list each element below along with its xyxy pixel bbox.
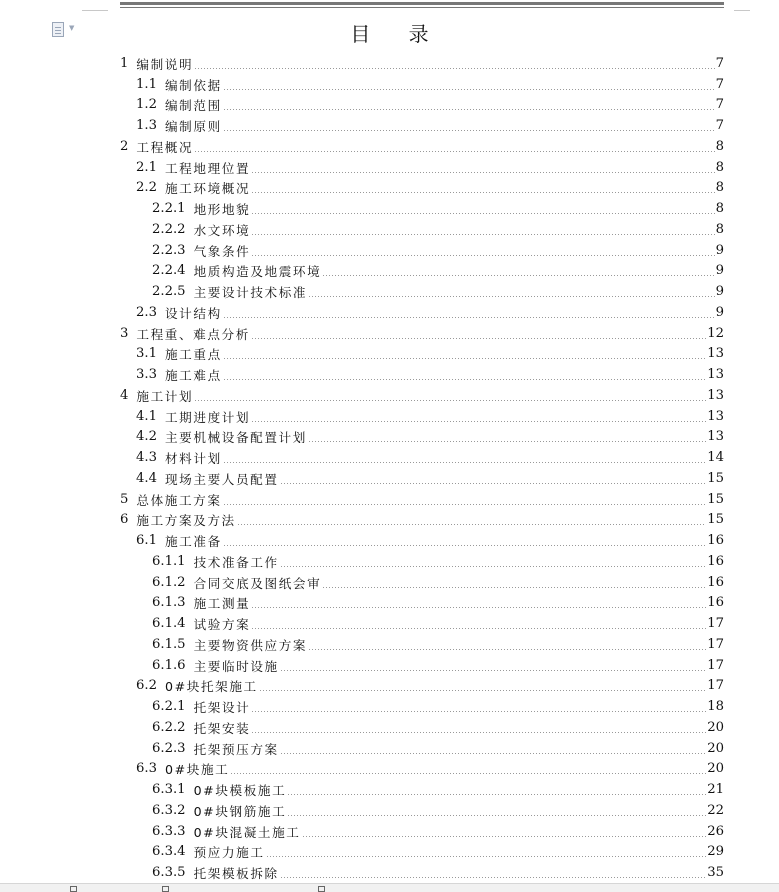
toc-entry[interactable] <box>136 447 724 468</box>
toc-entry[interactable] <box>152 800 724 821</box>
toc-dot-leader <box>322 587 706 588</box>
toc-entry-title: 编制依据 <box>164 77 222 93</box>
toc-entry-page: 16 <box>707 574 724 590</box>
toc-entry-page: 9 <box>715 242 724 258</box>
toc-entry[interactable] <box>152 593 724 614</box>
toc-entry-page: 12 <box>707 325 724 341</box>
toc-entry[interactable] <box>136 676 724 697</box>
toc-entry-page: 7 <box>715 118 724 134</box>
toc-entry-title: 0#块混凝土施工 <box>193 824 301 840</box>
toc-entry-page: 7 <box>715 55 724 71</box>
page-corner-mark-right <box>734 10 750 11</box>
toc-dot-leader <box>237 524 706 525</box>
toc-entry[interactable] <box>120 510 724 531</box>
toc-entry-number: 2.3 <box>136 304 157 320</box>
toc-dot-leader <box>322 275 714 276</box>
toc-entry[interactable] <box>136 302 724 323</box>
toc-dot-leader <box>308 649 706 650</box>
toc-entry[interactable] <box>136 406 724 427</box>
toc-entry-page: 9 <box>715 263 724 279</box>
toc-entry-number: 2.2.1 <box>152 201 186 217</box>
toc-entry[interactable] <box>136 178 724 199</box>
toc-dot-leader <box>259 690 707 691</box>
toc-entry[interactable] <box>120 489 724 510</box>
toc-entry-number: 4.4 <box>136 470 157 486</box>
toc-entry[interactable] <box>136 95 724 116</box>
toc-entry-page: 16 <box>707 595 724 611</box>
toc-entry-title: 0#块托架施工 <box>164 679 258 695</box>
toc-dot-leader <box>251 607 706 608</box>
toc-entry-number: 6.1.5 <box>152 636 186 652</box>
toc-dot-leader <box>280 877 706 878</box>
toc-entry[interactable] <box>152 821 724 842</box>
toc-entry-page: 7 <box>715 76 724 92</box>
header-rule-thin <box>120 7 724 8</box>
toc-entry[interactable] <box>152 655 724 676</box>
toc-entry[interactable] <box>152 240 724 261</box>
toc-entry-page: 13 <box>707 429 724 445</box>
toc-entry-page: 17 <box>707 678 724 694</box>
toc-entry-number: 6.3.5 <box>152 865 186 881</box>
toc-entry-number: 1.1 <box>136 76 157 92</box>
toc-entry-page: 8 <box>715 180 724 196</box>
toc-entry-page: 21 <box>707 782 724 798</box>
toc-entry[interactable] <box>136 530 724 551</box>
toc-entry-title: 施工计划 <box>136 388 194 404</box>
toc-dot-leader <box>251 732 706 733</box>
toc-entry[interactable] <box>120 323 724 344</box>
toc-entry-number: 3.3 <box>136 367 157 383</box>
toc-dot-leader <box>251 711 706 712</box>
toc-dot-leader <box>194 151 714 152</box>
toc-entry-page: 13 <box>707 387 724 403</box>
toc-entry-title: 试验方案 <box>193 617 251 633</box>
toc-dot-leader <box>251 192 714 193</box>
toc-dot-leader <box>280 483 707 484</box>
toc-entry-title: 工程地理位置 <box>164 160 251 176</box>
toc-entry-number: 6.1.6 <box>152 657 186 673</box>
page-corner-mark-left <box>82 10 108 11</box>
toc-entry-number: 3 <box>120 325 129 341</box>
toc-dot-leader <box>223 379 706 380</box>
toc-entry-page: 17 <box>707 657 724 673</box>
toc-entry-number: 3.1 <box>136 346 157 362</box>
toc-entry-title: 编制说明 <box>136 56 194 72</box>
toc-dot-leader <box>251 234 714 235</box>
toc-entry-number: 5 <box>120 491 129 507</box>
toc-entry-title: 地质构造及地震环境 <box>193 264 322 280</box>
toc-entry-page: 15 <box>707 470 724 486</box>
toc-entry-number: 6.1.3 <box>152 595 186 611</box>
toc-dot-leader <box>287 815 706 816</box>
toc-entry-page: 16 <box>707 553 724 569</box>
toc-entry-page: 20 <box>707 719 724 735</box>
header-rule-thick <box>120 2 724 5</box>
toc-entry-title: 工期进度计划 <box>164 409 251 425</box>
toc-entry-page: 17 <box>707 636 724 652</box>
toc-entry[interactable] <box>152 551 724 572</box>
toc-entry-number: 6 <box>120 512 129 528</box>
toc-entry-page: 20 <box>707 761 724 777</box>
toc-entry-page: 18 <box>707 699 724 715</box>
toc-entry-number: 6.2.3 <box>152 740 186 756</box>
toc-entry-number: 4 <box>120 387 129 403</box>
toc-entry-title: 工程重、难点分析 <box>136 326 250 342</box>
toc-entry-page: 26 <box>707 823 724 839</box>
toc-entry-page: 29 <box>707 844 724 860</box>
toc-entry-page: 15 <box>707 491 724 507</box>
toc-entry-number: 2.1 <box>136 159 157 175</box>
toc-entry-number: 6.2 <box>136 678 157 694</box>
toc-entry[interactable] <box>152 572 724 593</box>
toc-entry-title: 预应力施工 <box>193 845 265 861</box>
toc-entry-page: 8 <box>715 221 724 237</box>
toc-entry-page: 35 <box>707 865 724 881</box>
toc-entry-title: 水文环境 <box>193 222 251 238</box>
toc-entry-page: 9 <box>715 304 724 320</box>
toc-entry-number: 6.2.1 <box>152 699 186 715</box>
toc-entry-page: 13 <box>707 346 724 362</box>
status-icon[interactable] <box>318 886 325 892</box>
toc-entry-number: 6.1.2 <box>152 574 186 590</box>
toc-entry-title: 设计结构 <box>164 305 222 321</box>
toc-dot-leader <box>223 109 715 110</box>
toc-entry[interactable] <box>152 634 724 655</box>
toc-entry-number: 2.2.4 <box>152 263 186 279</box>
toc-entry[interactable] <box>152 842 724 863</box>
toc-dot-leader <box>194 400 706 401</box>
toc-entry-page: 9 <box>715 284 724 300</box>
toc-entry[interactable] <box>152 261 724 282</box>
toc-entry-title: 施工重点 <box>164 347 222 363</box>
toc-dot-leader <box>287 794 706 795</box>
toc-entry-page: 8 <box>715 201 724 217</box>
toc-entry-title: 工程概况 <box>136 139 194 155</box>
toc-dot-leader <box>223 504 707 505</box>
toc-entry-number: 6.1.1 <box>152 553 186 569</box>
toc-entry-title: 施工测量 <box>193 596 251 612</box>
toc-entry-number: 4.3 <box>136 450 157 466</box>
toc-entry[interactable] <box>152 613 724 634</box>
toc-dot-leader <box>280 566 706 567</box>
toc-entry[interactable] <box>152 738 724 759</box>
toc-entry[interactable] <box>136 427 724 448</box>
toc-entry-number: 2.2.3 <box>152 242 186 258</box>
toc-entry-title: 施工准备 <box>164 534 222 550</box>
toc-entry[interactable] <box>136 115 724 136</box>
toc-entry-number: 1.2 <box>136 97 157 113</box>
toc-entry[interactable] <box>152 198 724 219</box>
toc-entry-title: 编制原则 <box>164 119 222 135</box>
toc-entry-title: 施工方案及方法 <box>136 513 236 529</box>
toc-entry[interactable] <box>120 136 724 157</box>
toc-entry[interactable] <box>136 74 724 95</box>
toc-dot-leader <box>280 753 706 754</box>
toc-entry-page: 8 <box>715 138 724 154</box>
toc-entry[interactable] <box>152 779 724 800</box>
toc-entry[interactable] <box>136 344 724 365</box>
toc-dot-leader <box>280 670 706 671</box>
toc-entry-number: 2 <box>120 138 129 154</box>
toc-entry-page: 7 <box>715 97 724 113</box>
toc-dot-leader <box>223 130 715 131</box>
toc-dot-leader <box>251 421 706 422</box>
toc-dot-leader <box>251 628 706 629</box>
toc-entry-number: 2.2 <box>136 180 157 196</box>
toc-entry-title: 0#块施工 <box>164 762 230 778</box>
status-icon[interactable] <box>70 886 77 892</box>
toc-entry-number: 6.3.2 <box>152 802 186 818</box>
toc-dot-leader <box>223 89 715 90</box>
toc-entry-title: 主要临时设施 <box>193 658 279 674</box>
toc-entry[interactable] <box>120 53 724 74</box>
toc-entry-title: 托架安装 <box>193 720 251 736</box>
toc-entry-number: 2.2.5 <box>152 284 186 300</box>
toc-entry-number: 6.3.4 <box>152 844 186 860</box>
toc-entry-title: 托架预压方案 <box>193 741 279 757</box>
toc-entry[interactable] <box>136 759 724 780</box>
toc-dot-leader <box>223 317 715 318</box>
toc-entry-page: 15 <box>707 512 724 528</box>
toc-entry-title: 施工难点 <box>164 368 222 384</box>
toc-entry-title: 总体施工方案 <box>136 492 222 508</box>
toc-dot-leader <box>308 296 714 297</box>
status-icon[interactable] <box>162 886 169 892</box>
toc-dot-leader <box>230 773 706 774</box>
toc-entry-number: 6.3.3 <box>152 823 186 839</box>
toc-entry-title: 施工环境概况 <box>164 181 251 197</box>
dropdown-caret-icon[interactable]: ▼ <box>69 24 75 32</box>
toc-dot-leader <box>302 836 707 837</box>
toc-entry-title: 托架设计 <box>193 700 251 716</box>
toc-dot-leader <box>251 338 706 339</box>
toc-entry[interactable] <box>152 219 724 240</box>
toc-entry-page: 16 <box>707 533 724 549</box>
toc-dot-leader <box>251 213 714 214</box>
toc-entry-number: 4.1 <box>136 408 157 424</box>
toc-dot-leader <box>223 545 706 546</box>
toc-dot-leader <box>223 358 706 359</box>
toc-entry-title: 合同交底及图纸会审 <box>193 575 322 591</box>
toc-entry-title: 主要物资供应方案 <box>193 637 308 653</box>
toc-entry-title: 主要设计技术标准 <box>193 285 308 301</box>
toc-entry-title: 地形地貌 <box>193 202 251 218</box>
toc-entry-page: 8 <box>715 159 724 175</box>
toc-entry[interactable] <box>136 364 724 385</box>
toc-entry-title: 0#块模板施工 <box>193 783 287 799</box>
toc-entry[interactable] <box>120 385 724 406</box>
toc-entry-number: 6.1.4 <box>152 616 186 632</box>
toc-entry-number: 6.3.1 <box>152 782 186 798</box>
toc-dot-leader <box>194 68 714 69</box>
toc-dot-leader <box>266 856 707 857</box>
toc-entry-number: 6.2.2 <box>152 719 186 735</box>
toc-entry-number: 4.2 <box>136 429 157 445</box>
toc-entry-page: 13 <box>707 408 724 424</box>
toc-entry-title: 托架模板拆除 <box>193 866 279 882</box>
toc-entry-title: 主要机械设备配置计划 <box>164 430 307 446</box>
toc-entry-number: 2.2.2 <box>152 221 186 237</box>
toc-entry-number: 6.1 <box>136 533 157 549</box>
toc-dot-leader <box>223 462 706 463</box>
toc-entry-page: 14 <box>707 450 724 466</box>
toc-entry[interactable] <box>152 862 724 883</box>
toc-entry-title: 技术准备工作 <box>193 554 279 570</box>
toc-dot-leader <box>308 441 706 442</box>
toc-entry[interactable] <box>136 468 724 489</box>
toc-entry-title: 现场主要人员配置 <box>164 471 279 487</box>
toc-entry-number: 6.3 <box>136 761 157 777</box>
toc-entry-page: 17 <box>707 616 724 632</box>
toc-entry-title: 气象条件 <box>193 243 251 259</box>
toc-entry-page: 13 <box>707 367 724 383</box>
toc-dot-leader <box>251 172 714 173</box>
toc-entry-page: 20 <box>707 740 724 756</box>
page-title: 目 录 <box>350 22 445 46</box>
toc-entry-title: 材料计划 <box>164 451 222 467</box>
toc-entry-title: 0#块钢筋施工 <box>193 803 287 819</box>
toc-entry[interactable] <box>152 717 724 738</box>
toc-entry[interactable] <box>136 157 724 178</box>
toc-entry-page: 22 <box>707 802 724 818</box>
toc-entry-number: 1 <box>120 55 129 71</box>
toc-entry[interactable] <box>152 696 724 717</box>
toc-entry[interactable] <box>152 281 724 302</box>
toc-dot-leader <box>251 255 714 256</box>
toc-entry-number: 1.3 <box>136 118 157 134</box>
toc-entry-title: 编制范围 <box>164 98 222 114</box>
